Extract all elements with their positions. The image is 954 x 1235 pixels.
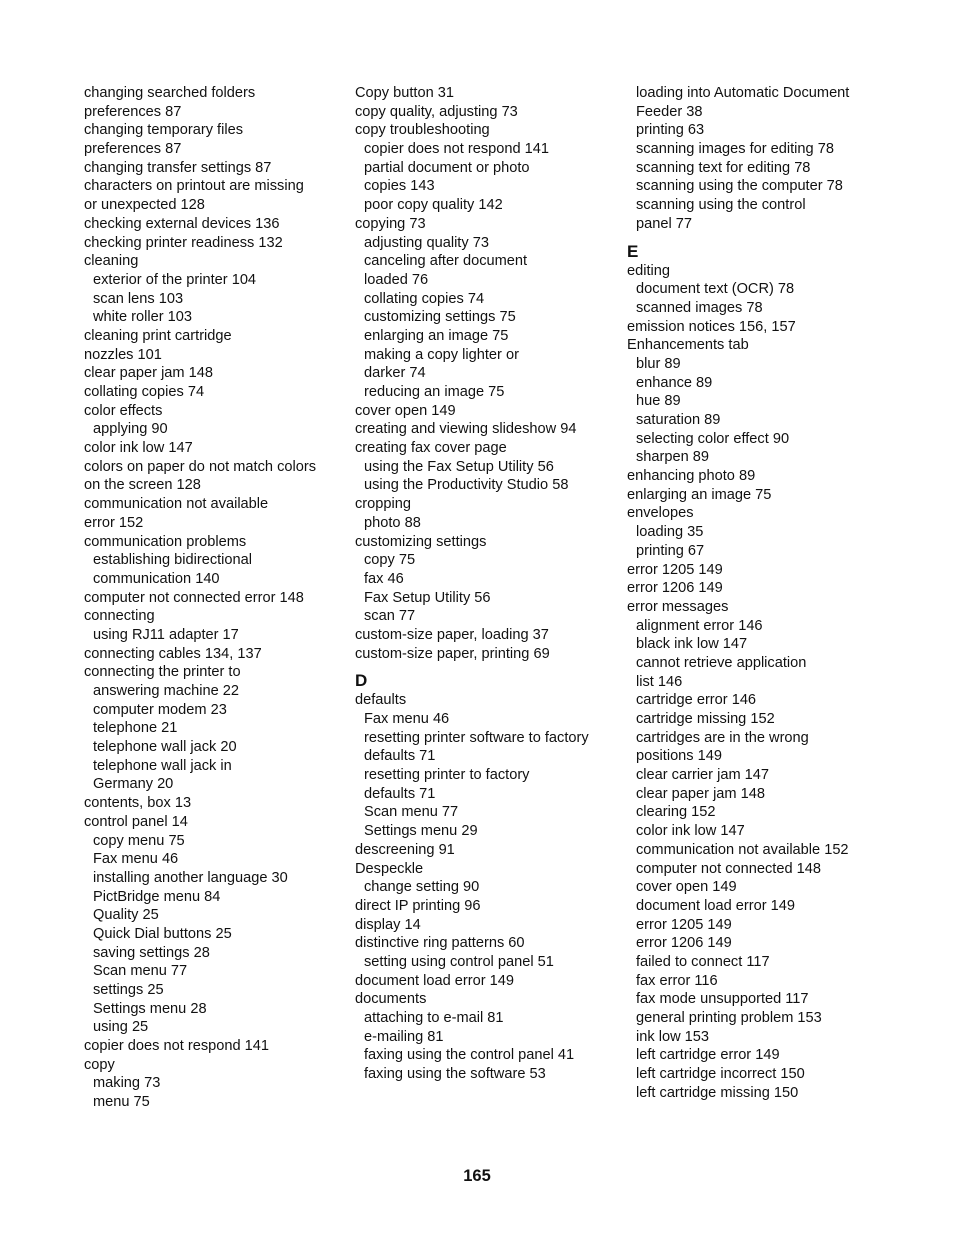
index-subentry: scanned images 78: [636, 299, 763, 316]
index-subentry: Fax Setup Utility 56: [364, 589, 491, 606]
index-subentry: reducing an image 75: [364, 384, 505, 400]
index-subentry: printing 63: [636, 122, 705, 139]
index-subentry: selecting color effect 90: [636, 430, 790, 447]
index-subentry: clear paper jam 148: [636, 785, 765, 802]
index-entry: colors on paper do not match colors: [84, 458, 317, 475]
index-subentry: Feeder 38: [636, 103, 703, 120]
index-subentry: clear carrier jam 147: [636, 767, 770, 784]
index-entry: copy: [84, 1056, 115, 1073]
index-subentry: communication not available 152: [636, 841, 849, 858]
index-subentry: Settings menu 29: [364, 823, 478, 840]
index-subentry: scanning using the computer 78: [636, 178, 843, 195]
index-subentry: Scan menu 77: [364, 804, 459, 821]
index-subentry: copies 143: [364, 178, 435, 195]
index-subentry: copy 75: [364, 552, 416, 569]
index-entry: copying 73: [355, 215, 426, 232]
index-subentry: answering machine 22: [93, 683, 240, 699]
index-subentry: clearing 152: [636, 804, 716, 821]
index-entry: checking printer readiness 132: [84, 234, 283, 251]
index-subentry: general printing problem 153: [636, 1010, 822, 1026]
index-entry: custom-size paper, printing 69: [355, 645, 550, 662]
index-entry: copy quality, adjusting 73: [355, 103, 518, 120]
index-entry: copy troubleshooting: [355, 122, 490, 139]
index-subentry: enlarging an image 75: [364, 327, 509, 344]
index-entry: enlarging an image 75: [627, 486, 772, 503]
index-entry: Copy button 31: [355, 85, 454, 101]
index-entry: communication problems: [84, 533, 247, 550]
index-subentry: telephone wall jack in: [93, 757, 232, 774]
index-entry: customizing settings: [355, 533, 487, 550]
index-subentry: cover open 149: [636, 879, 737, 896]
index-subentry: Fax menu 46: [93, 851, 179, 868]
index-entry: cleaning: [84, 253, 139, 270]
index-column-2: [355, 84, 617, 1084]
index-subentry: sharpen 89: [636, 449, 710, 466]
index-subentry: menu 75: [93, 1094, 150, 1111]
index-subentry: using 25: [93, 1019, 149, 1036]
index-subentry: PictBridge menu 84: [93, 888, 221, 905]
index-subentry: copier does not respond 141: [364, 141, 549, 158]
index-subentry: canceling after document: [364, 253, 528, 270]
index-entry: collating copies 74: [84, 384, 205, 400]
index-subentry: document text (OCR) 78: [636, 281, 795, 298]
index-column-3: [627, 84, 889, 1102]
index-subentry: making a copy lighter or: [364, 346, 519, 363]
index-entry: display 14: [355, 916, 421, 933]
index-subentry: document load error 149: [636, 897, 796, 914]
index-subentry: scanning text for editing 78: [636, 159, 811, 176]
index-subentry: left cartridge missing 150: [636, 1084, 799, 1101]
index-subentry: white roller 103: [93, 309, 192, 326]
index-entry: envelopes: [627, 505, 694, 522]
index-subentry: fax 46: [364, 570, 404, 587]
index-entry: nozzles 101: [84, 346, 162, 363]
index-subentry: saturation 89: [636, 412, 721, 428]
index-entry: clear paper jam 148: [84, 365, 213, 382]
index-subentry: adjusting quality 73: [364, 234, 489, 251]
index-subentry: Scan menu 77: [93, 963, 188, 980]
index-section-letter: D: [355, 671, 368, 691]
index-subentry: poor copy quality 142: [364, 197, 503, 214]
index-subentry: applying 90: [93, 421, 168, 438]
index-entry: creating fax cover page: [355, 440, 507, 457]
index-entry: cropping: [355, 496, 411, 513]
index-subentry: communication 140: [93, 570, 220, 587]
index-subentry: installing another language 30: [93, 869, 288, 886]
index-entry: error messages: [627, 598, 729, 615]
index-subentry: exterior of the printer 104: [93, 271, 257, 288]
index-subentry: copy menu 75: [93, 832, 185, 849]
index-entry: Enhancements tab: [627, 337, 749, 354]
index-subentry: loading 35: [636, 524, 704, 541]
index-subentry: panel 77: [636, 215, 692, 232]
index-entry: control panel 14: [84, 813, 188, 830]
index-subentry: darker 74: [364, 365, 426, 382]
index-subentry: cartridges are in the wrong: [636, 729, 809, 746]
index-entry: editing: [627, 262, 671, 279]
index-entry: connecting the printer to: [84, 664, 241, 681]
index-section-letter: E: [627, 241, 639, 261]
index-subentry: black ink low 147: [636, 636, 748, 653]
index-entry: connecting: [84, 608, 155, 625]
index-subentry: making 73: [93, 1075, 161, 1092]
index-entry: distinctive ring patterns 60: [355, 935, 525, 952]
index-subentry: Settings menu 28: [93, 1000, 207, 1017]
index-entry: descreening 91: [355, 841, 455, 858]
index-entry: copier does not respond 141: [84, 1038, 269, 1055]
index-subentry: list 146: [636, 673, 683, 690]
index-entry: contents, box 13: [84, 795, 192, 812]
index-subentry: color ink low 147: [636, 823, 745, 840]
index-subentry: left cartridge error 149: [636, 1047, 780, 1064]
index-entry: connecting cables 134, 137: [84, 645, 262, 662]
index-subentry: faxing using the control panel 41: [364, 1047, 575, 1064]
index-subentry: photo 88: [364, 514, 421, 531]
index-subentry: collating copies 74: [364, 290, 485, 307]
index-subentry: settings 25: [93, 982, 164, 998]
index-entry: error 152: [84, 514, 144, 531]
index-subentry: enhance 89: [636, 374, 713, 391]
index-entry: changing temporary files: [84, 122, 243, 139]
index-entry: cleaning print cartridge: [84, 327, 232, 344]
index-entry: changing searched folders: [84, 85, 256, 101]
index-entry: checking external devices 136: [84, 215, 280, 232]
index-entry: preferences 87: [84, 141, 182, 158]
index-subentry: error 1205 149: [636, 916, 732, 933]
index-subentry: fax error 116: [636, 972, 718, 989]
index-subentry: computer not connected 148: [636, 860, 821, 877]
index-subentry: scan lens 103: [93, 290, 184, 307]
index-subentry: using RJ11 adapter 17: [93, 626, 239, 643]
index-entry: cover open 149: [355, 402, 456, 419]
index-entry: Despeckle: [355, 860, 424, 877]
index-entry: or unexpected 128: [84, 197, 205, 214]
index-subentry: hue 89: [636, 393, 681, 410]
index-entry: on the screen 128: [84, 477, 201, 494]
index-subentry: using the Fax Setup Utility 56: [364, 458, 554, 475]
index-subentry: defaults 71: [364, 785, 436, 802]
index-subentry: faxing using the software 53: [364, 1066, 546, 1083]
index-subentry: e-mailing 81: [364, 1028, 444, 1045]
index-subentry: partial document or photo: [364, 159, 530, 176]
index-subentry: failed to connect 117: [636, 953, 770, 970]
index-subentry: Quality 25: [93, 907, 159, 924]
index-subentry: ink low 153: [636, 1028, 710, 1045]
index-subentry: computer modem 23: [93, 701, 227, 718]
index-entry: error 1205 149: [627, 561, 723, 578]
index-subentry: scanning using the control: [636, 197, 806, 214]
index-entry: creating and viewing slideshow 94: [355, 421, 577, 438]
index-subentry: Quick Dial buttons 25: [93, 925, 232, 942]
index-subentry: attaching to e-mail 81: [364, 1010, 504, 1026]
index-subentry: Fax menu 46: [364, 711, 450, 727]
index-entry: direct IP printing 96: [355, 897, 481, 914]
index-subentry: customizing settings 75: [364, 309, 516, 326]
index-entry: document load error 149: [355, 972, 515, 989]
index-entry: custom-size paper, loading 37: [355, 626, 549, 643]
index-subentry: cartridge error 146: [636, 692, 757, 709]
index-entry: computer not connected error 148: [84, 589, 304, 606]
index-subentry: change setting 90: [364, 879, 480, 896]
index-subentry: loading into Automatic Document: [636, 85, 850, 101]
index-entry: defaults: [355, 692, 407, 709]
index-subentry: error 1206 149: [636, 935, 732, 952]
index-subentry: loaded 76: [364, 271, 429, 288]
index-subentry: resetting printer software to factory: [364, 729, 589, 746]
index-subentry: scan 77: [364, 608, 416, 625]
index-subentry: telephone 21: [93, 720, 178, 737]
index-subentry: resetting printer to factory: [364, 767, 530, 784]
index-subentry: setting using control panel 51: [364, 953, 554, 970]
index-subentry: saving settings 28: [93, 944, 210, 961]
index-subentry: cartridge missing 152: [636, 711, 775, 727]
index-entry: enhancing photo 89: [627, 468, 756, 485]
index-entry: preferences 87: [84, 103, 182, 120]
index-subentry: establishing bidirectional: [93, 552, 253, 569]
index-subentry: Germany 20: [93, 776, 174, 793]
index-subentry: positions 149: [636, 748, 723, 765]
index-subentry: printing 67: [636, 542, 705, 559]
index-entry: characters on printout are missing: [84, 178, 304, 195]
index-subentry: cannot retrieve application: [636, 654, 807, 671]
index-subentry: alignment error 146: [636, 617, 763, 634]
index-entry: changing transfer settings 87: [84, 159, 272, 176]
index-subentry: left cartridge incorrect 150: [636, 1066, 805, 1083]
index-column-1: [84, 84, 346, 1112]
index-entry: documents: [355, 991, 427, 1008]
index-entry: color ink low 147: [84, 440, 193, 457]
index-subentry: using the Productivity Studio 58: [364, 477, 569, 494]
page-number: 165: [463, 1167, 491, 1185]
index-subentry: scanning images for editing 78: [636, 141, 834, 158]
index-entry: emission notices 156, 157: [627, 318, 796, 335]
index-subentry: telephone wall jack 20: [93, 739, 237, 756]
index-entry: color effects: [84, 402, 163, 419]
index-entry: communication not available: [84, 496, 269, 513]
index-subentry: defaults 71: [364, 748, 436, 765]
index-subentry: fax mode unsupported 117: [636, 991, 809, 1008]
index-subentry: blur 89: [636, 355, 681, 372]
index-entry: error 1206 149: [627, 580, 723, 597]
